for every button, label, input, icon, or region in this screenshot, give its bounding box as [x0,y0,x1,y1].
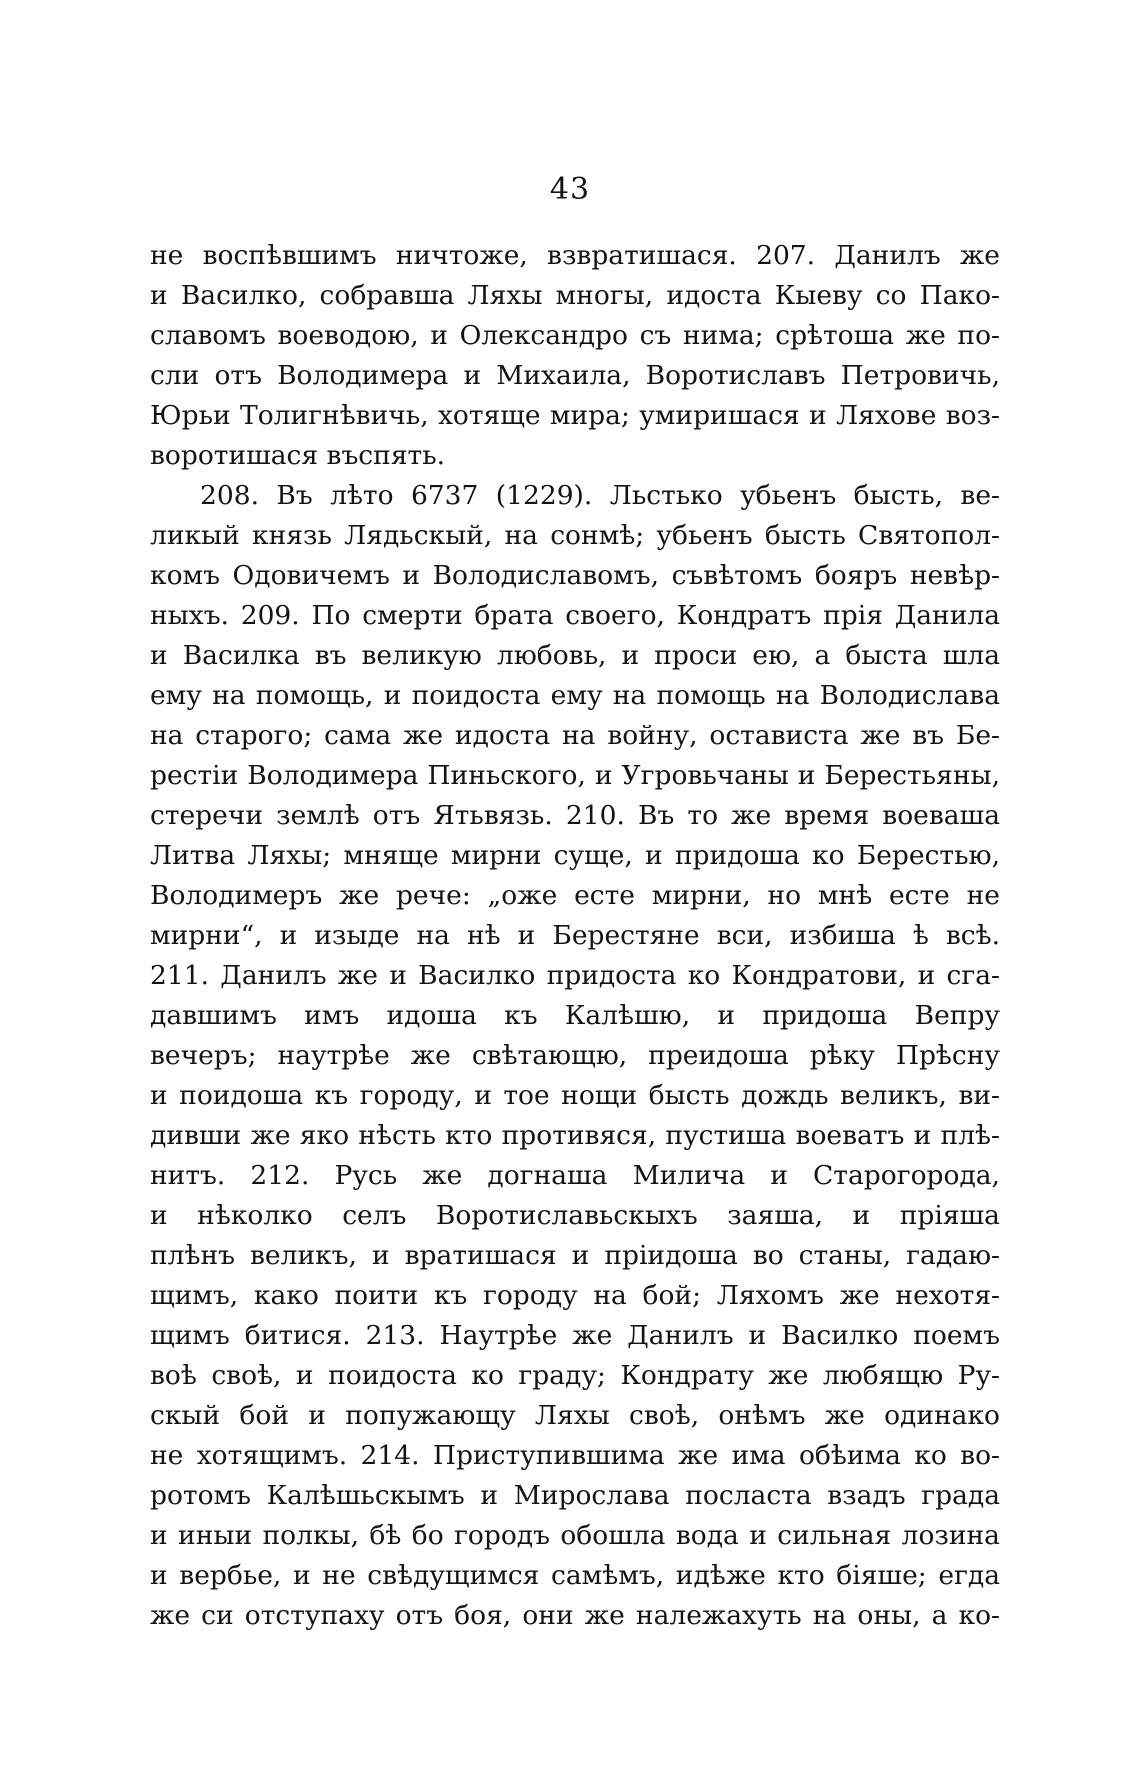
text-line: комъ Одовичемъ и Володиславомъ, съвѣтомъ бояръ невѣр- [150,560,1000,591]
text-line: воротишася въспять. [150,440,446,471]
text-line: же си отступаху отъ боя, они же належахуть на оны, а ко- [150,1600,1000,1631]
text-line: и вербье, и не свѣдущимся самѣмъ, идѣже кто біяше; егда [150,1560,1000,1591]
text-line: стеречи землѣ отъ Ятьвязь. 210. Въ то же время воеваша [150,800,1000,831]
text-line: и Василка въ великую любовь, и проси ею, а быста шла [150,640,1000,671]
text-line: не воспѣвшимъ ничтоже, взвратишася. 207. Данилъ же [150,240,1000,271]
text-line: сли отъ Володимера и Михаила, Воротиславъ Петровичь, [150,360,1000,391]
text-line: не хотящимъ. 214. Приступившима же има обѣима ко во- [150,1440,1000,1471]
text-line: вечеръ; наутрѣе же свѣтающю, преидоша рѣку Прѣсну [150,1040,1000,1071]
text-line: давшимъ имъ идоша къ Калѣшю, и придоша Вепру [150,1000,1000,1031]
text-line: мирни“, и изыде на нѣ и Берестяне вси, избиша ѣ всѣ. [150,920,1000,951]
text-line: дивши же яко нѣсть кто противяся, пустиша воеватъ и плѣ- [150,1120,1000,1151]
text-line: ныхъ. 209. По смерти брата своего, Кондратъ прія Данила [150,600,1000,631]
text-line: щимъ битися. 213. Наутрѣе же Данилъ и Василко поемъ [150,1320,1000,1351]
text-line: и Василко, собравша Ляхы многы, идоста Кыеву со Пако- [150,280,1000,311]
text-line: Литва Ляхы; мняще мирни суще, и придоша ко Берестью, [150,840,1000,871]
text-line: и нѣколко селъ Воротиславьскыхъ заяша, и пріяша [150,1200,1000,1231]
text-line: скый бой и попужающу Ляхы своѣ, онѣмъ же одинако [150,1400,1000,1431]
text-line: щимъ, како поити къ городу на бой; Ляхомъ же нехотя- [150,1280,1000,1311]
text-line: 208. Въ лѣто 6737 (1229). Льстько убьенъ бысть, ве- [200,480,1000,511]
text-line: и поидоша къ городу, и тое нощи бысть дождь великъ, ви- [150,1080,1000,1111]
text-line: и иныи полкы, бѣ бо городъ обошла вода и сильная лозина [150,1520,1000,1551]
text-line: воѣ своѣ, и поидоста ко граду; Кондрату же любящю Ру- [150,1360,1000,1391]
page-number: 43 [549,172,591,207]
text-line: на старого; сама же идоста на войну, остависта же въ Бе- [150,720,1000,751]
text-line: ликый князь Лядьскый, на сонмѣ; убьенъ бысть Святопол- [150,520,1000,551]
text-line: Юрьи Толигнѣвичь, хотяще мира; умиришася и Ляхове воз- [150,400,1000,431]
text-line: славомъ воеводою, и Олександро съ нима; срѣтоша же по- [150,320,1000,351]
text-line: 211. Данилъ же и Василко придоста ко Кондратови, и сга- [150,960,1000,991]
text-line: Володимеръ же рече: „оже есте мирни, но мнѣ есте не [150,880,1000,911]
body-text [150,236,1000,1636]
text-line: нитъ. 212. Русь же догнаша Милича и Старогорода, [150,1160,1000,1191]
text-line: ему на помощь, и поидоста ему на помощь на Володислава [150,680,1000,711]
text-line: рестіи Володимера Пиньского, и Угровьчаны и Берестьяны, [150,760,1000,791]
text-line: плѣнъ великъ, и вратишася и пріидоша во станы, гадаю- [150,1240,1000,1271]
text-line: ротомъ Калѣшьскымъ и Мирослава посласта взадъ града [150,1480,1000,1511]
